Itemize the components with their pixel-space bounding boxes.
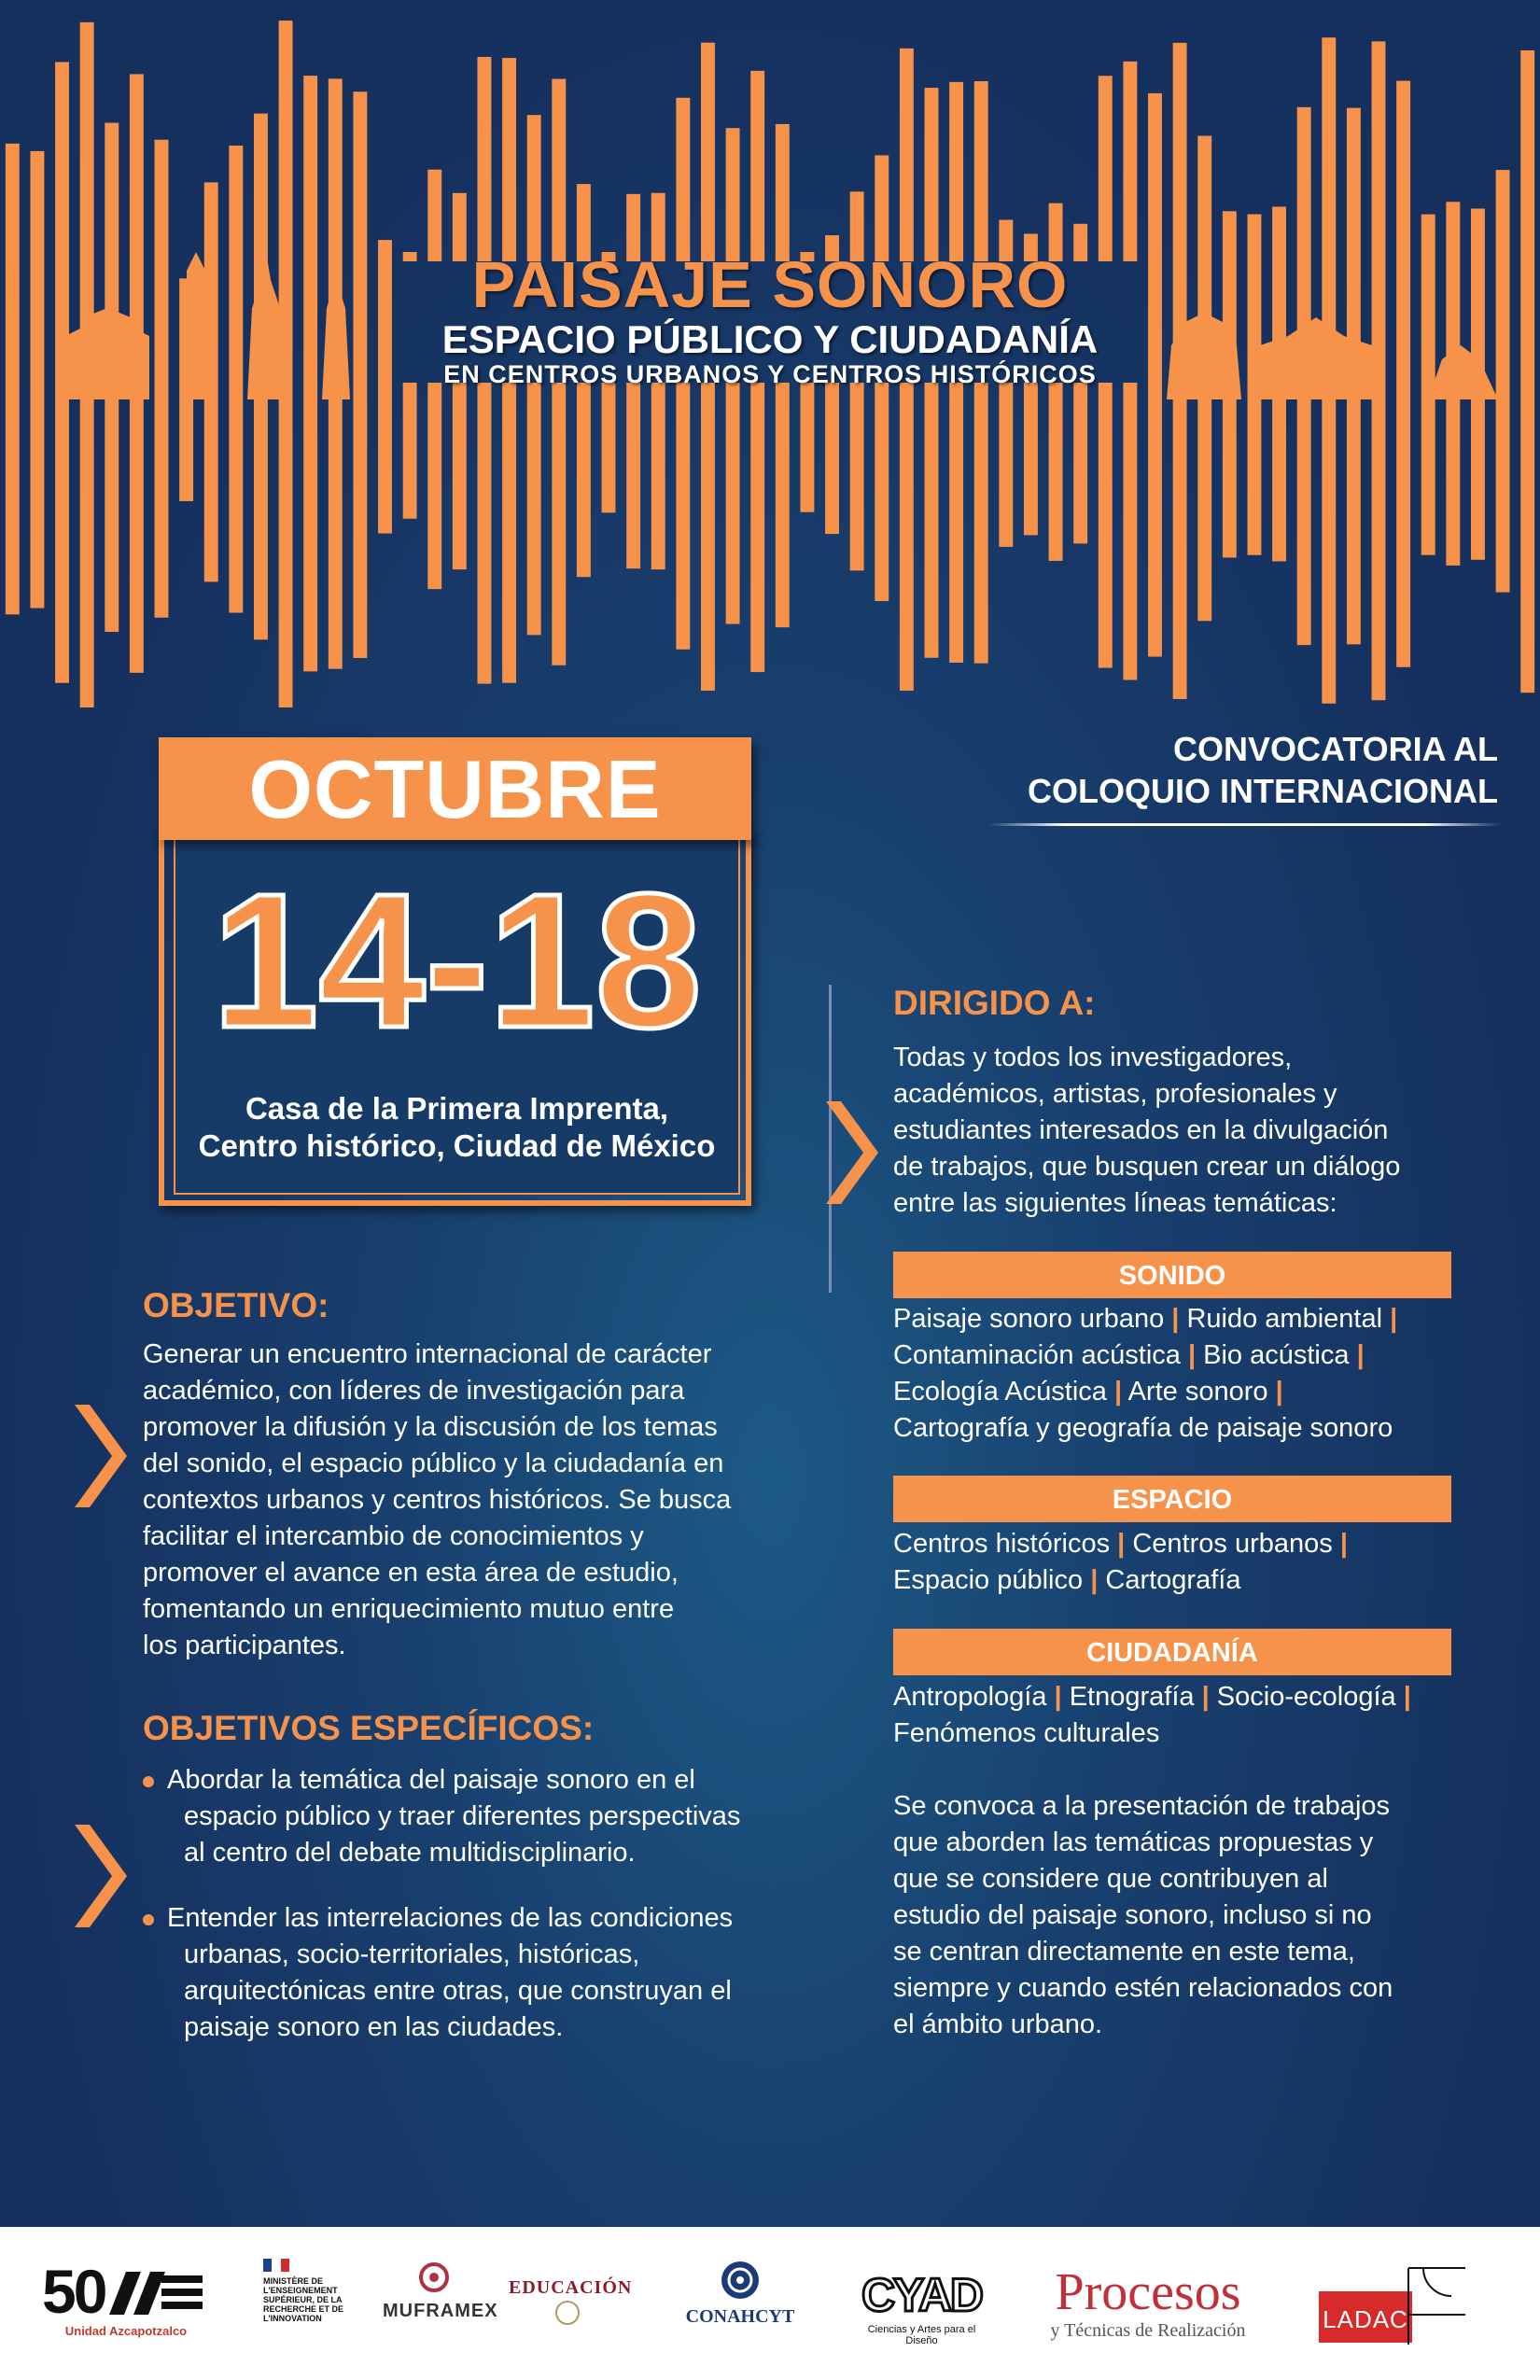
skyline-building	[1428, 345, 1498, 399]
wave-bar	[229, 146, 243, 613]
closing-line: que aborden las temáticas propuestas y	[893, 1827, 1374, 1857]
separator: |	[1090, 1565, 1099, 1595]
uam-caption: Unidad Azcapotzalco	[64, 2324, 188, 2338]
french-flag-icon	[263, 2259, 289, 2272]
wave-bar-bottom	[577, 383, 591, 577]
wave-bar-top	[1123, 62, 1137, 261]
list-item	[143, 1900, 796, 2046]
closing-text	[893, 1788, 1491, 2043]
list-item	[143, 1762, 796, 1871]
wave-bar-bottom	[1099, 383, 1113, 668]
wave-bar-top	[552, 79, 566, 261]
bullet-line: Entender las interrelaciones de las condiciones	[167, 1903, 734, 1933]
separator: |	[1171, 1304, 1180, 1334]
educacion-text: EDUCACIÓN	[509, 2277, 633, 2298]
theme-band-ciudadania: CIUDADANÍA	[893, 1629, 1451, 1675]
objetivo-line: promover el avance en esta área de estudio,	[143, 1558, 679, 1588]
bullet-line: urbanas, socio-territoriales, históricas,	[184, 1939, 640, 1969]
ministere-text: MINISTÈRE DE L'ENSEIGNEMENT SUPÉRIEUR, DE LA RECHERCHE ET DE L'INNOVATION	[263, 2276, 344, 2323]
objetivo-line: contextos urbanos y centros históricos. Se busca	[143, 1485, 732, 1515]
objetivo-line: Generar un encuentro internacional de carácter	[143, 1339, 712, 1369]
procesos-logo	[1036, 2259, 1260, 2347]
wave-bar-bottom	[527, 383, 541, 635]
separator: |	[1201, 1682, 1210, 1712]
objetivo-heading: OBJETIVO:	[143, 1286, 329, 1324]
wave-bar-bottom	[726, 383, 740, 624]
ladac-logo	[1311, 2259, 1470, 2347]
conahcyt-logo	[679, 2259, 801, 2347]
wave-bar	[1496, 170, 1510, 593]
wave-bar-top	[900, 49, 914, 261]
muframex-logo	[383, 2259, 498, 2347]
theme-band-espacio: ESPACIO	[893, 1476, 1451, 1522]
wave-bar-top	[427, 170, 441, 261]
objetivo-line: académico, con líderes de investigación para	[143, 1376, 685, 1406]
wave-bar-top	[1099, 76, 1113, 261]
tag: Fenómenos culturales	[893, 1718, 1160, 1748]
wave-bar-top	[701, 43, 715, 261]
date-inner	[174, 838, 740, 1195]
closing-line: se centran directamente en este tema,	[893, 1937, 1355, 1967]
wave-bar	[204, 182, 218, 581]
wave-bar	[6, 144, 20, 614]
wave-bar	[155, 140, 169, 618]
month-bar	[159, 737, 751, 840]
muframex-text: MUFRAMEX	[383, 2301, 498, 2321]
mexico-seal-icon	[553, 2299, 581, 2327]
bullet-line: paisaje sonoro en las ciudades.	[184, 2012, 564, 2042]
tag-line	[893, 1526, 1481, 1562]
title-block	[373, 250, 1167, 388]
wave-bar-top	[974, 81, 988, 261]
venue-line-1: Casa de la Primera Imprenta,	[245, 1091, 669, 1126]
uam-50-mark: 50	[42, 2257, 105, 2326]
skyline-building	[187, 252, 205, 399]
page-subtitle-secondary: EN CENTROS URBANOS Y CENTROS HISTÓRICOS	[443, 360, 1097, 388]
chevron-right-icon	[75, 1825, 131, 1927]
cyad-logo	[854, 2259, 989, 2347]
wave-bar-bottom	[701, 383, 715, 691]
objetivo-line: los participantes.	[143, 1631, 346, 1660]
wave-bar-top	[925, 88, 939, 261]
closing-line: Se convoca a la presentación de trabajos	[893, 1791, 1391, 1821]
dirigido-line: estudiantes interesados en la divulgación	[893, 1115, 1389, 1145]
page-subtitle: ESPACIO PÚBLICO Y CIUDADANÍA	[441, 317, 1099, 361]
objetivo-line: facilitar el intercambio de conocimientos y	[143, 1521, 644, 1551]
skyline-building	[322, 280, 350, 399]
tag: Cartografía	[1105, 1565, 1241, 1595]
closing-line: estudio del paisaje sonoro, incluso si no	[893, 1900, 1372, 1930]
theme-tags-espacio	[893, 1526, 1481, 1599]
especificos-list	[143, 1762, 796, 2075]
bullet-line: espacio público y traer diferentes perspectivas	[184, 1801, 741, 1831]
cyad-caption: Ciencias y Artes para el Diseño	[867, 2324, 976, 2346]
bullet-line: al centro del debate multidisciplinario.	[184, 1838, 636, 1868]
conahcyt-emblem-icon	[719, 2259, 762, 2302]
dirigido-heading: DIRIGIDO A:	[893, 984, 1096, 1022]
chevron-right-icon	[75, 1405, 131, 1507]
wave-bar-bottom	[900, 383, 914, 691]
wave-bar-bottom	[602, 383, 616, 512]
tag: Bio acústica	[1203, 1340, 1350, 1370]
wave-bar-bottom	[626, 383, 640, 568]
procesos-text: Procesos	[1055, 2263, 1241, 2321]
muframex-emblem-icon	[415, 2259, 453, 2296]
separator: |	[1275, 1377, 1283, 1407]
event-days: 14-18	[212, 854, 702, 1068]
tag: Centros históricos	[893, 1529, 1111, 1559]
objetivo-line: del sonido, el espacio público y la ciudadanía en	[143, 1449, 724, 1478]
wave-bar-bottom	[1073, 383, 1087, 543]
separator: |	[1117, 1529, 1126, 1559]
wave-bar-bottom	[999, 383, 1013, 547]
wave-bar	[1396, 81, 1410, 667]
separator: |	[1187, 1340, 1197, 1370]
tag-line	[893, 1301, 1481, 1337]
wave-bar-bottom	[776, 383, 790, 627]
dirigido-line: de trabajos, que busquen crear un diálogo	[893, 1152, 1401, 1182]
separator: |	[1403, 1682, 1411, 1712]
wave-bar-top	[676, 98, 690, 261]
tag-line	[893, 1410, 1481, 1447]
especificos-heading: OBJETIVOS ESPECÍFICOS:	[143, 1709, 595, 1747]
tag: Paisaje sonoro urbano	[893, 1304, 1165, 1334]
tag: Cartografía y geografía de paisaje sonoro	[893, 1413, 1393, 1443]
closing-line: el ámbito urbano.	[893, 2009, 1103, 2039]
wave-bar	[1421, 215, 1435, 555]
dirigido-line: académicos, artistas, profesionales y	[893, 1079, 1337, 1109]
wave-bar-top	[502, 58, 516, 261]
wave-bar	[303, 76, 317, 671]
wave-bar-bottom	[1123, 383, 1137, 680]
wave-bar-bottom	[850, 383, 864, 570]
tag-line	[893, 1679, 1481, 1715]
date-box	[159, 737, 751, 1211]
tag: Etnografía	[1069, 1682, 1195, 1712]
wave-bar-bottom	[651, 383, 665, 569]
wave-bar-top	[949, 82, 963, 261]
tag: Centros urbanos	[1132, 1529, 1333, 1559]
venue-line-2: Centro histórico, Ciudad de México	[198, 1128, 716, 1163]
wave-bar-bottom	[974, 383, 988, 664]
closing-line: siempre y cuando estén relacionados con	[893, 1973, 1393, 2003]
theme-tags-sonido	[893, 1301, 1481, 1447]
uam-mark-icon	[109, 2272, 203, 2315]
wave-bar-bottom	[825, 383, 839, 534]
chevron-right-icon	[826, 1101, 882, 1204]
wave-bar-bottom	[925, 383, 939, 658]
ladac-text: LADAC	[1323, 2305, 1408, 2333]
wave-bar-top	[527, 115, 541, 261]
separator: |	[1113, 1377, 1123, 1407]
tag: Antropología	[893, 1682, 1047, 1712]
tag: Ruido ambiental	[1186, 1304, 1383, 1334]
tag-line	[893, 1337, 1481, 1374]
convocatoria-underline	[987, 823, 1501, 826]
closing-line: que se considere que contribuyen al	[893, 1864, 1328, 1894]
wave-bar-top	[776, 124, 790, 261]
dirigido-line: Todas y todos los investigadores,	[893, 1043, 1293, 1072]
tag: Ecología Acústica	[893, 1377, 1107, 1407]
bullet-line: arquitectónicas entre otras, que construyan el	[184, 1976, 732, 2006]
separator: |	[1054, 1682, 1062, 1712]
conahcyt-text: CONAHCYT	[685, 2306, 795, 2327]
wave-bar-top	[726, 128, 740, 261]
wave-bar-bottom	[502, 383, 516, 683]
tag-line	[893, 1562, 1481, 1599]
tag: Arte sonoro	[1127, 1377, 1268, 1407]
dirigido-text	[893, 1040, 1491, 1222]
convocatoria-line-2: COLOQUIO INTERNACIONAL	[1028, 772, 1498, 810]
wave-bar-bottom	[427, 383, 441, 589]
wave-bar-bottom	[1024, 383, 1038, 535]
convocatoria-line-1: CONVOCATORIA AL	[1173, 730, 1498, 768]
bullet-line: Abordar la temática del paisaje sonoro en el	[167, 1765, 695, 1795]
wave-bar-bottom	[1049, 383, 1063, 561]
tag: Socio-ecología	[1216, 1682, 1396, 1712]
objetivo-line: fomentando un enriquecimiento mutuo entre	[143, 1594, 675, 1624]
bullet-dot-icon	[143, 1914, 154, 1925]
separator: |	[1390, 1304, 1398, 1334]
tag-line	[893, 1715, 1481, 1752]
wave-bar	[353, 91, 367, 658]
wave-bar-bottom	[676, 383, 690, 650]
cyad-text: CYAD	[861, 2269, 983, 2321]
wave-bar-bottom	[800, 383, 814, 512]
wave-bar-top	[875, 155, 889, 261]
theme-tags-ciudadania	[893, 1679, 1481, 1752]
tag: Espacio público	[893, 1565, 1084, 1595]
date-frame	[159, 831, 751, 1206]
objetivo-text	[143, 1337, 815, 1664]
objetivo-line: promover la difusión y la discusión de los temas	[143, 1412, 718, 1442]
wave-bar-top	[750, 71, 764, 261]
ministere-logo	[263, 2259, 357, 2347]
procesos-caption: y Técnicas de Realización	[1050, 2320, 1246, 2341]
wave-bar-top	[478, 57, 492, 261]
dirigido-line: entre las siguientes líneas temáticas:	[893, 1188, 1337, 1218]
separator: |	[1356, 1340, 1365, 1370]
wave-bar-bottom	[403, 383, 417, 519]
wave-bar-bottom	[949, 383, 963, 663]
wave-bar	[30, 151, 44, 609]
tag: Contaminación acústica	[893, 1340, 1181, 1370]
bullet-dot-icon	[143, 1776, 154, 1787]
page-title: PAISAJE SONORO	[471, 248, 1069, 321]
wave-bar-bottom	[478, 383, 492, 684]
uam-50-logo	[42, 2259, 210, 2347]
event-venue	[175, 1090, 738, 1165]
tag-line	[893, 1374, 1481, 1410]
convocatoria-heading	[845, 728, 1498, 812]
wave-bar-bottom	[750, 383, 764, 672]
event-month: OCTUBRE	[248, 743, 662, 835]
wave-bar-bottom	[552, 383, 566, 665]
theme-band-sonido: SONIDO	[893, 1252, 1451, 1298]
wave-bar-bottom	[875, 383, 889, 601]
wave-bar-bottom	[453, 383, 467, 569]
wave-bar	[1520, 50, 1534, 693]
separator: |	[1339, 1529, 1348, 1559]
educacion-logo	[509, 2259, 633, 2347]
